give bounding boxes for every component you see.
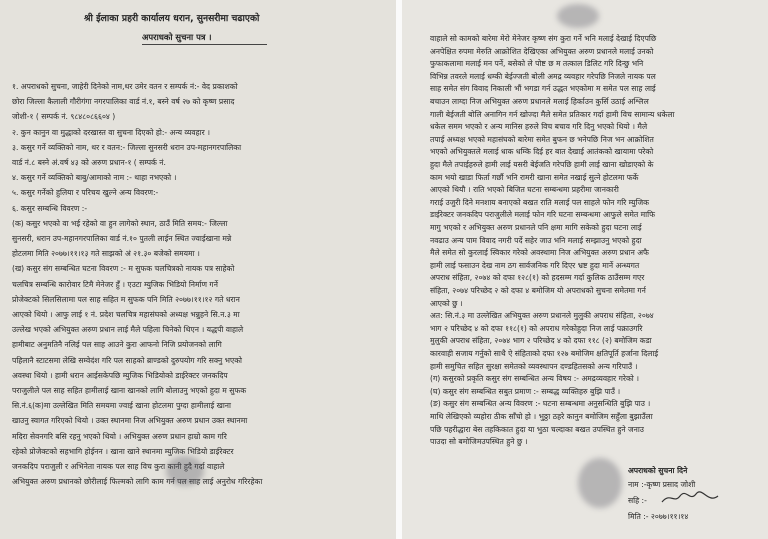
- text-line: अत: सि.नं.३ मा उल्लेखित अभियुक्त अरुण प्रधानले मुलुकी अपराध संहिता, २०७४: [430, 311, 654, 321]
- text-line: आएको छु ।: [430, 298, 463, 308]
- text-line: मैले समेत सो कुरलाई स्विकार गरेको अवस्थामा निज अभियुक्त अरुण प्रधान अफै: [430, 248, 649, 258]
- text-line: ३. कसुर गर्ने व्यक्तिको नाम, थर र वतन:- जिल्ला सुनसरी धरान उप-महानगरपालिका: [12, 142, 242, 152]
- text-line: कारवाही सजाय गर्नुको साथै ऐ संहिताको दफा १२७ बमोजिम क्षतिपूर्ति हर्जाना दिलाई: [430, 349, 659, 358]
- text-line: भएको अभियुक्तले मलाई धाक धम्कि दिई हर बात देखाई आतंकको खायामा परेको: [430, 147, 654, 157]
- text-line: ५. कसुर गर्नेको हुलिया र परिचय खुल्ने अन्य विवरण:-: [12, 188, 159, 198]
- text-line: हामीबाट अनुमतिनै नलिई पल साह आउने कुरा आफनो निजि प्रयोजनको लागि: [12, 340, 222, 350]
- thumbprint-stamp: [166, 456, 204, 486]
- office-header: श्री ईलाका प्रहरी कार्यालय धरान, सुनसरीमा चढाएको: [84, 13, 260, 24]
- text-line: (क) कसुर भएको वा भई रहेको वा हुन लागेको स्थान, ठाउँ मिति समय:- जिल्ला: [12, 218, 228, 228]
- text-line: छोरा जिल्ला कैलाली गौरीगंगा नगरपालिका वार्ड नं.१, बस्ने वर्ष २७ को कृष्ण प्रसाद: [12, 97, 235, 107]
- thumbprint-stamp-bottom: [578, 458, 622, 508]
- text-line: काम भयो खाडा फिर्ता गर्छौ भनि रामरी खाना समेत नखाई सुत्ने होटलमा फर्के: [430, 172, 639, 182]
- text-line: पराजुलीले पल साह सहित हामीलाई खाना खानको लागि बोलाउनु भएको हुदा म सुफक: [12, 386, 247, 395]
- text-line: चलचित्र सम्बन्धि कारोवार टिमै मेनेजर हुँ । एउटा म्युजिक भिडियो निर्माण गर्ने: [12, 279, 218, 289]
- text-line: हामी लाई फसाउन देख नाम ठग सार्वजनिक गरि दिएर भ्रष्ट हुदा मार्ने अन्ध्यगत: [430, 260, 640, 270]
- handwritten-signature: [660, 490, 720, 506]
- text-line: गराई उजुरी दिने मनशाय बनाएको बखत राति मलाई पल साहले फोन गरि म्युजिक: [430, 197, 649, 207]
- text-line: (ङ) कसुर संग सम्बन्धित अन्य विवरण :- घटना सम्बन्धमा अनुसन्धिति बुझि पाउ ।: [430, 399, 651, 409]
- signature-date: मिति :- २०७७।११।१४: [628, 512, 689, 521]
- text-line: १. अपराधको सुचना, जाहेरी दिनेको नाम,थर उमेर वतन र सम्पर्क नं:- वेद प्रकाशको: [12, 82, 238, 91]
- text-line: बचाउन लाग्दा निज अभियुक्त अरुण प्रधानले मलाई हिर्काउन कुर्सि उठाई अश्लिल: [430, 97, 649, 106]
- text-line: गाली बेईजती बोलि अनागिन गर्न खोज्दा मैले समेत प्रतिकार गर्दा हामी विच सामान्य धकेला: [430, 109, 675, 119]
- text-line: २. कुन कानुन वा मुद्धाको दरखास्त वा सुचना दिएको हो:- अन्य व्यवहार ।: [12, 127, 211, 137]
- text-line: हुदा मैले तपाईहरुले हामी लाई यसरी बेईजति गरेपछि हामी लाई खाना खोडाएको के: [430, 160, 654, 169]
- text-line: प्रोजेक्टको सिलसिलामा पल साह सहित म सुफक पनि मिति २०७७।११।१२ गते धरान: [12, 294, 240, 304]
- signature-title: अपराधको सुचना दिने: [628, 466, 688, 475]
- text-line: आएको थियो । आफु लाई १ नं. प्रदेश चलचित्र महासंघको अध्यक्ष भन्नुहने सि.न.३ मा: [12, 310, 240, 319]
- text-line: ४. कसुर गर्ने व्यक्तिको बाबु/आमाको नाम :- थाहा नभएको ।: [12, 173, 177, 183]
- document-title: अपराधको सुचना पत्र ।: [142, 32, 212, 42]
- right-document-page: [402, 0, 768, 539]
- text-line: वाहाले सो कामको बारेमा मेरो मेनेजर कृष्ण संग कुरा गर्ने भनि मलाई देखाई दिएपछि: [430, 34, 657, 43]
- title-underline: [142, 44, 267, 45]
- text-line: सि.नं.६(क)मा उल्लेखित मिति समयमा ज्वाई खाना होटलमा पुग्दा हामीलाई खाना: [12, 401, 231, 411]
- text-line: हामी समुचित सहित सुरक्षा समेतको व्यवस्थापन दण्डहितसको अन्य गरिपाउँ ।: [430, 361, 638, 371]
- text-line: वार्ड नं.८ बस्ने अं.वर्ष ४३ को अरुण प्रधान-१ ( सम्पर्क नं.: [12, 158, 166, 167]
- signer-name: नाम :-कृष्ण प्रसाद जोशी: [628, 480, 696, 489]
- text-line: भाग २ परिच्छेद ४ को दफा ११८(१) को अपराध गरेकोहुदा निज लाई पक्राउगरि: [430, 323, 643, 333]
- text-line: सुनसरी, धरान उप-महानगरपालिका वार्ड नं.१० पुतली लाईन स्थित ज्वाईखाना मन्ने: [12, 234, 232, 243]
- text-line: मुलुकी अपराध संहिता, २०७४ भाग २ परिच्छेद ४ को दफा ११८ (२) बमोजिम कडा: [430, 336, 652, 346]
- text-line: धकेल समम भएको र अन्य मानिस हरुले विच बचाव गरि दिनु भएको थियो । मैले: [430, 122, 648, 132]
- text-line: जनकदिप पराजुली र अभिनेता नायक पल साह विच कुरा कानी हुदै गर्दा वाहाले: [12, 462, 225, 471]
- text-line: खाउनु स्वागत गरिएको थियो । उक्त स्थानमा निज अभियुक्त अरुण प्रधान उक्त स्थानमा: [12, 416, 248, 426]
- text-line: तपाई अध्यक्ष भएको महासंघको बारेमा समेत बुफन छ भनेपछि निज भन आक्रोशित: [430, 134, 654, 144]
- text-line: नवढाउ अन्य पाम विवाद नगरी पर्दे सहेर जाउ भनि मलाई सम्झाउनु भएको हुदा: [430, 235, 642, 245]
- text-line: मागु भएको र अभियुक्त अरुण प्रधानले पनि क्षमा मागि सकेको हुदा घटना लाई: [430, 223, 642, 232]
- text-line: ६. कसुर सम्बन्धि विवरण :-: [12, 203, 88, 213]
- text-line: उल्लेख भएको अभियुक्त अरुण प्रधान लाई मैले पहिला चिनेको थिएन । यद्धपी वाहाले: [12, 325, 244, 335]
- text-line: साह समेत संग विवाद निकाली भौं भगडा गर्न उद्धत भएकोमा म समेत पल साह लाई: [430, 84, 656, 94]
- text-line: अनपेक्षित रुपमा मेरुति आक्रोशित देखिएका अभियुक्त अरुण प्रधानले मलाई उनको: [430, 46, 654, 56]
- text-line: आएको थियौ । राति भएको बिजित घटना सम्बन्धमा प्रहरीमा जानकारी: [430, 185, 619, 195]
- text-line: (ग) कसुरको प्रकृति कसुर संग सम्बन्धित अन्य विषय :- अमद्रव्यवहार गरेको ।: [430, 374, 640, 384]
- text-line: होटलमा मिति २०७७।११।१३ गते साझको अं २१.३० बजेको समयमा ।: [12, 249, 200, 259]
- text-line: डाईरेक्टर जनकदिप पराजुलीले मलाई फोन गरि घटना सम्बन्धमा आफुले समेत माफि: [430, 210, 655, 220]
- text-line: अपराध संहिता, २०७४ को दफा १२८(१) को हदसम्म गर्दा कुलिक ठाउँसम्म गएर: [430, 273, 645, 283]
- text-line: (घ) कसुर संग सम्बन्धित सबुत प्रमाण :- सम्बद्ध व्यक्तिहरु बुझि पाउँ ।: [430, 386, 621, 396]
- thumbprint-stamp-top: [557, 4, 599, 28]
- text-line: संहिता, २०७४ परिच्छेद २ को दफा ४ बमोजिम यो अपराधको सुचना समेतमा गर्न: [430, 286, 646, 295]
- signature-label: सहि :-: [628, 496, 647, 505]
- text-line: माथि लेखिएको व्यहोरा ठीक साँचो हो । भुठ्ठा ठहरे कानुन बमोजिम सहुँला बुझाउँला: [430, 412, 653, 421]
- text-line: रहेको प्रोजेक्टको सहभागि होईनन । खाना खाने स्थानमा म्युजिक भिडियो डाईरेक्टर: [12, 446, 234, 456]
- text-line: (ख) कसुर संग सम्बन्धित घटना विवरण :- म सुफक चलचित्रको नायक पत्र साहेको: [12, 264, 235, 274]
- text-line: अवस्था थियो । हामी धरान आईसकेपछि म्युजिक भिडियोको डाईरेक्टर जनकदिप: [12, 370, 228, 380]
- text-line: पछि पहरीद्धारा बेस तहकिकात हुदा या भुठा चल्दाका बखत उपस्थित हुने जनाउ: [430, 424, 644, 434]
- text-line: फुफाकलामा मलाई मन पर्ने, बसेको ले पोष्ट छ म तत्काल डिलिट गरि दिन्छु भनि: [430, 59, 644, 69]
- text-line: अभियुक्त अरुण प्रधानको छोरीलाई फिल्मको लागि काम गर्न पल साह लाई अनुरोध गरिरहेका: [12, 477, 263, 487]
- text-line: मदिरा सेवनगरि बसि रहनु भएको थियो । अभियुक्त अरुण प्रधान हाम्रो काम गरि: [12, 431, 227, 441]
- text-line: पहिलानै स्टाटसमा लेखि सम्वेदंश गरि पल साहको ब्राण्डको दुरुपयोग गरि सक्नु भएको: [12, 355, 242, 365]
- text-line: पाउदा सो बमोजिमउपस्थित हुने छु ।: [430, 437, 528, 447]
- text-line: जोशी-१ ( सम्पर्क नं. ९८४८०८६६०४ ): [12, 112, 116, 122]
- text-line: विभिन्न तवरले मलाई धम्की बेईज्जती बोली अमद्र व्यवहार गरेपछि निजले नायक पल: [430, 71, 656, 81]
